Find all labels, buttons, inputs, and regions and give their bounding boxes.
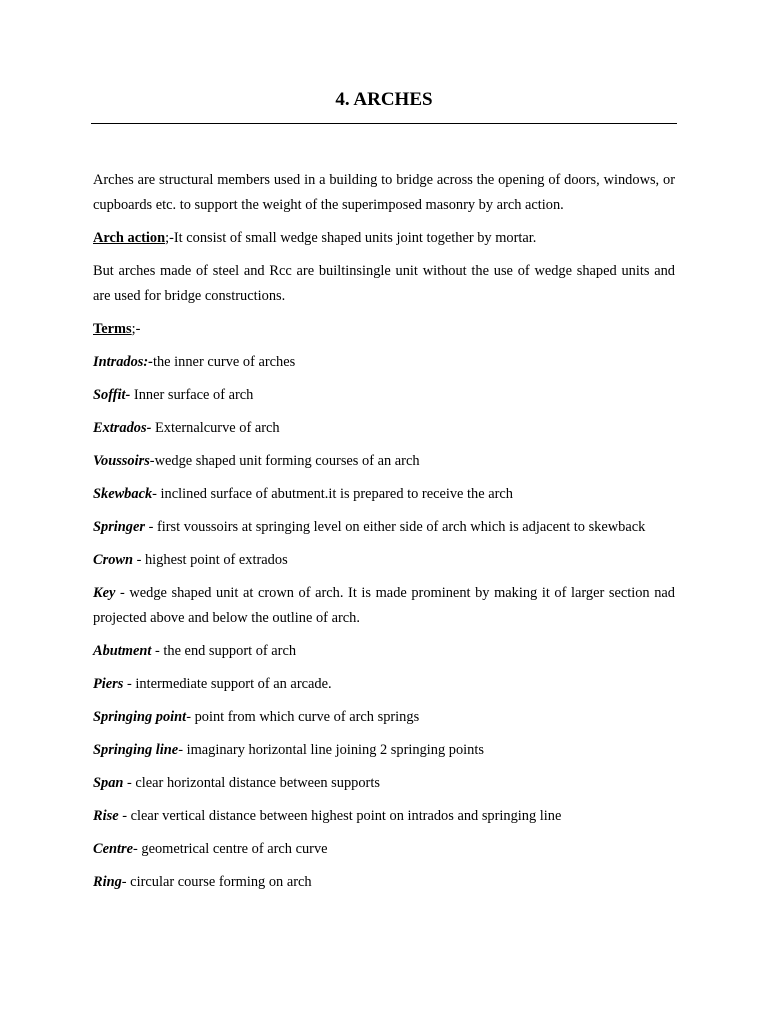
term-entry [93,837,675,862]
term-description: - point from which curve of arch springs [186,709,420,725]
term-name: Springer [93,519,145,535]
term-description: - circular course forming on arch [121,874,312,890]
term-entry [93,639,675,664]
arch-action-label: Arch action [93,230,166,246]
term-entry [93,548,675,573]
term-name: Soffit- [93,387,131,403]
term-description: - highest point of extrados [133,552,288,568]
term-description: - inclined surface of abutment.it is prepared to receive the arch [152,486,513,502]
term-description: - clear vertical distance between highest point on intrados and springing line [118,808,562,824]
term-description: - imaginary horizontal line joining 2 springing points [178,742,484,758]
term-name: Piers [93,676,124,692]
terms-heading-label: Terms [93,321,132,337]
term-name: Ring [93,874,122,890]
terms-list [93,350,675,895]
term-description: - the end support of arch [151,643,297,659]
term-entry [93,738,675,763]
term-description: Inner surface of arch [133,387,254,403]
arch-action-paragraph [93,226,675,251]
term-description: the inner curve of arches [152,354,296,370]
arch-action-text: ;-It consist of small wedge shaped units joint together by mortar. [165,230,537,246]
term-name: Centre [93,841,133,857]
term-entry [93,705,675,730]
term-entry [93,771,675,796]
intro-paragraph: Arches are structural members used in a building to bridge across the opening of doors, windows, or cupboards etc. to support the weight of the superimposed masonry by arch action. [93,172,675,213]
term-description: - geometrical centre of arch curve [132,841,328,857]
term-name: Span [93,775,124,791]
term-name: Rise [93,808,119,824]
steel-note-paragraph: But arches made of steel and Rcc are builtinsingle unit without the use of wedge shaped units and are used for bridge constructions. [93,263,675,304]
term-entry [93,482,675,507]
term-entry [93,449,675,474]
term-name: Abutment [93,643,152,659]
term-entry [93,672,675,697]
term-entry [93,383,675,408]
page-title: 4. ARCHES [335,89,433,110]
term-name: Key [93,585,116,601]
terms-heading-suffix: ;- [131,321,141,337]
terms-heading [93,317,675,342]
document-body [93,168,675,903]
term-description: - clear horizontal distance between supports [123,775,380,791]
term-name: Crown [93,552,133,568]
term-entry [93,350,675,375]
term-description: - wedge shaped unit at crown of arch. It is made prominent by making it of larger section nad projected above and below the outline of arch. [93,585,675,626]
term-separator: :- [143,354,153,370]
term-entry [93,870,675,895]
term-name: Springing line [93,742,179,758]
term-description: -wedge shaped unit forming courses of an arch [149,453,420,469]
term-entry [93,416,675,441]
term-name: Springing point [93,709,187,725]
term-entry [93,804,675,829]
term-name: Skewback [93,486,153,502]
term-description: Externalcurve of arch [154,420,280,436]
term-entry [93,581,675,631]
term-name: Intrados [93,354,144,370]
term-name: Extrados- [93,420,152,436]
term-description: - first voussoirs at springing level on either side of arch which is adjacent to skewback [144,519,646,535]
title-divider [91,123,677,124]
term-description: - intermediate support of an arcade. [123,676,332,692]
term-entry [93,515,675,540]
term-name: Voussoirs [93,453,150,469]
